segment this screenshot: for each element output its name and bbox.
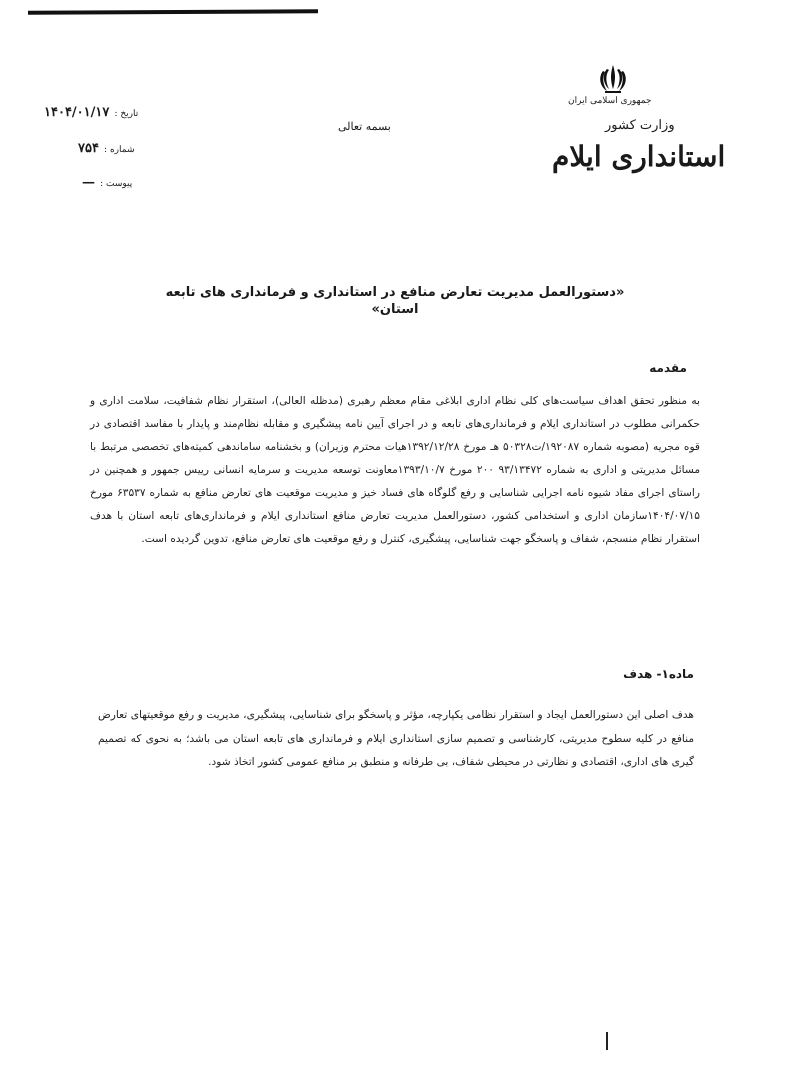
iran-emblem-icon bbox=[598, 62, 628, 94]
bottom-mark bbox=[606, 1032, 608, 1050]
attachment-label: پیوست : bbox=[100, 179, 133, 189]
attachment-value: — bbox=[82, 175, 95, 190]
number-value: ۷۵۴ bbox=[78, 141, 99, 156]
meta-date bbox=[44, 101, 138, 120]
number-label: شماره : bbox=[104, 145, 135, 155]
section-body-introduction: به منظور تحقق اهداف سیاست‌های کلی نظام اداری ابلاغی مقام معظم رهبری (مدظله العالی)، استقرار نظام شفافیت، سلامت اداری و حکمرانی مطلوب در استانداری ایلام و فرمانداری‌های تابعه و در اجرای آیین نامه پیشگیری و مقابله نظام‌مند و پایدار با مفاسد اقتصادی در قوه مجریه (مصوبه شماره ۱۹۲۰۸۷/ت۵۰۳۲۸ هـ مورخ ۱۳۹۲/۱۲/۲۸هیات محترم وزیران) و بخشنامه ساماندهی کمیته‌های تخصصی مرتبط با مسائل مدیریتی و اداری به شماره ۹۳/۱۳۴۷۲ ۲۰۰ مورخ ۱۳۹۳/۱۰/۷معاونت توسعه مدیریت و سرمایه انسانی رییس جمهور و همچنین در راستای اجرای مفاد شیوه نامه اجرایی شناسایی و رفع گلوگاه های فساد خیز و مدیریت موقعیت های تعارض منافع به شماره ۶۳۵۳۷ مورخ ۱۴۰۴/۰۷/۱۵سازمان اداری و استخدامی کشور، دستورالعمل مدیریت تعارض منافع استانداری ایلام و فرمانداری‌های تابعه استان با هدف استقرار نظام منسجم، شفاف و پاسخگو جهت شناسایی، پیشگیری، کنترل و رفع موقعیت های تعارض منافع، تدوین گردیده است. bbox=[90, 395, 700, 545]
section-body-article-1: هدف اصلی این دستورالعمل ایجاد و استقرار نظامی یکپارچه، مؤثر و پاسخگو برای شناسایی، پیشگیری، مدیریت و رفع موقعیتهای تعارض منافع در کلیه سطوح مدیریتی، کارشناسی و تصمیم سازی استانداری ایلام و فرمانداری های تابعه استان می باشد؛ به نحوی که تصمیم گیری های اداری، اقتصادی و نظارتی در محیطی شفاف، بی طرفانه و منطبق بر منافع عمومی کشور اتخاذ شود. bbox=[98, 709, 694, 768]
section-heading-article-1: ماده۱- هدف bbox=[623, 667, 694, 681]
document-title: «دستورالعمل مدیریت تعارض منافع در استانداری و فرمانداری های تابعه استان» bbox=[165, 285, 625, 317]
invocation: بسمه تعالی bbox=[338, 120, 391, 133]
meta-attachment bbox=[82, 171, 132, 190]
date-value: ۱۴۰۴/۰۱/۱۷ bbox=[44, 105, 110, 120]
section-heading-introduction: مقدمه bbox=[649, 361, 687, 375]
governorate-name: استانداری ایلام bbox=[552, 140, 726, 173]
meta-number bbox=[78, 137, 135, 156]
top-rule bbox=[28, 9, 318, 15]
ministry-name: وزارت کشور bbox=[605, 118, 675, 133]
date-label: تاریخ : bbox=[114, 109, 139, 119]
country-name: جمهوری اسلامی ایران bbox=[568, 96, 652, 106]
